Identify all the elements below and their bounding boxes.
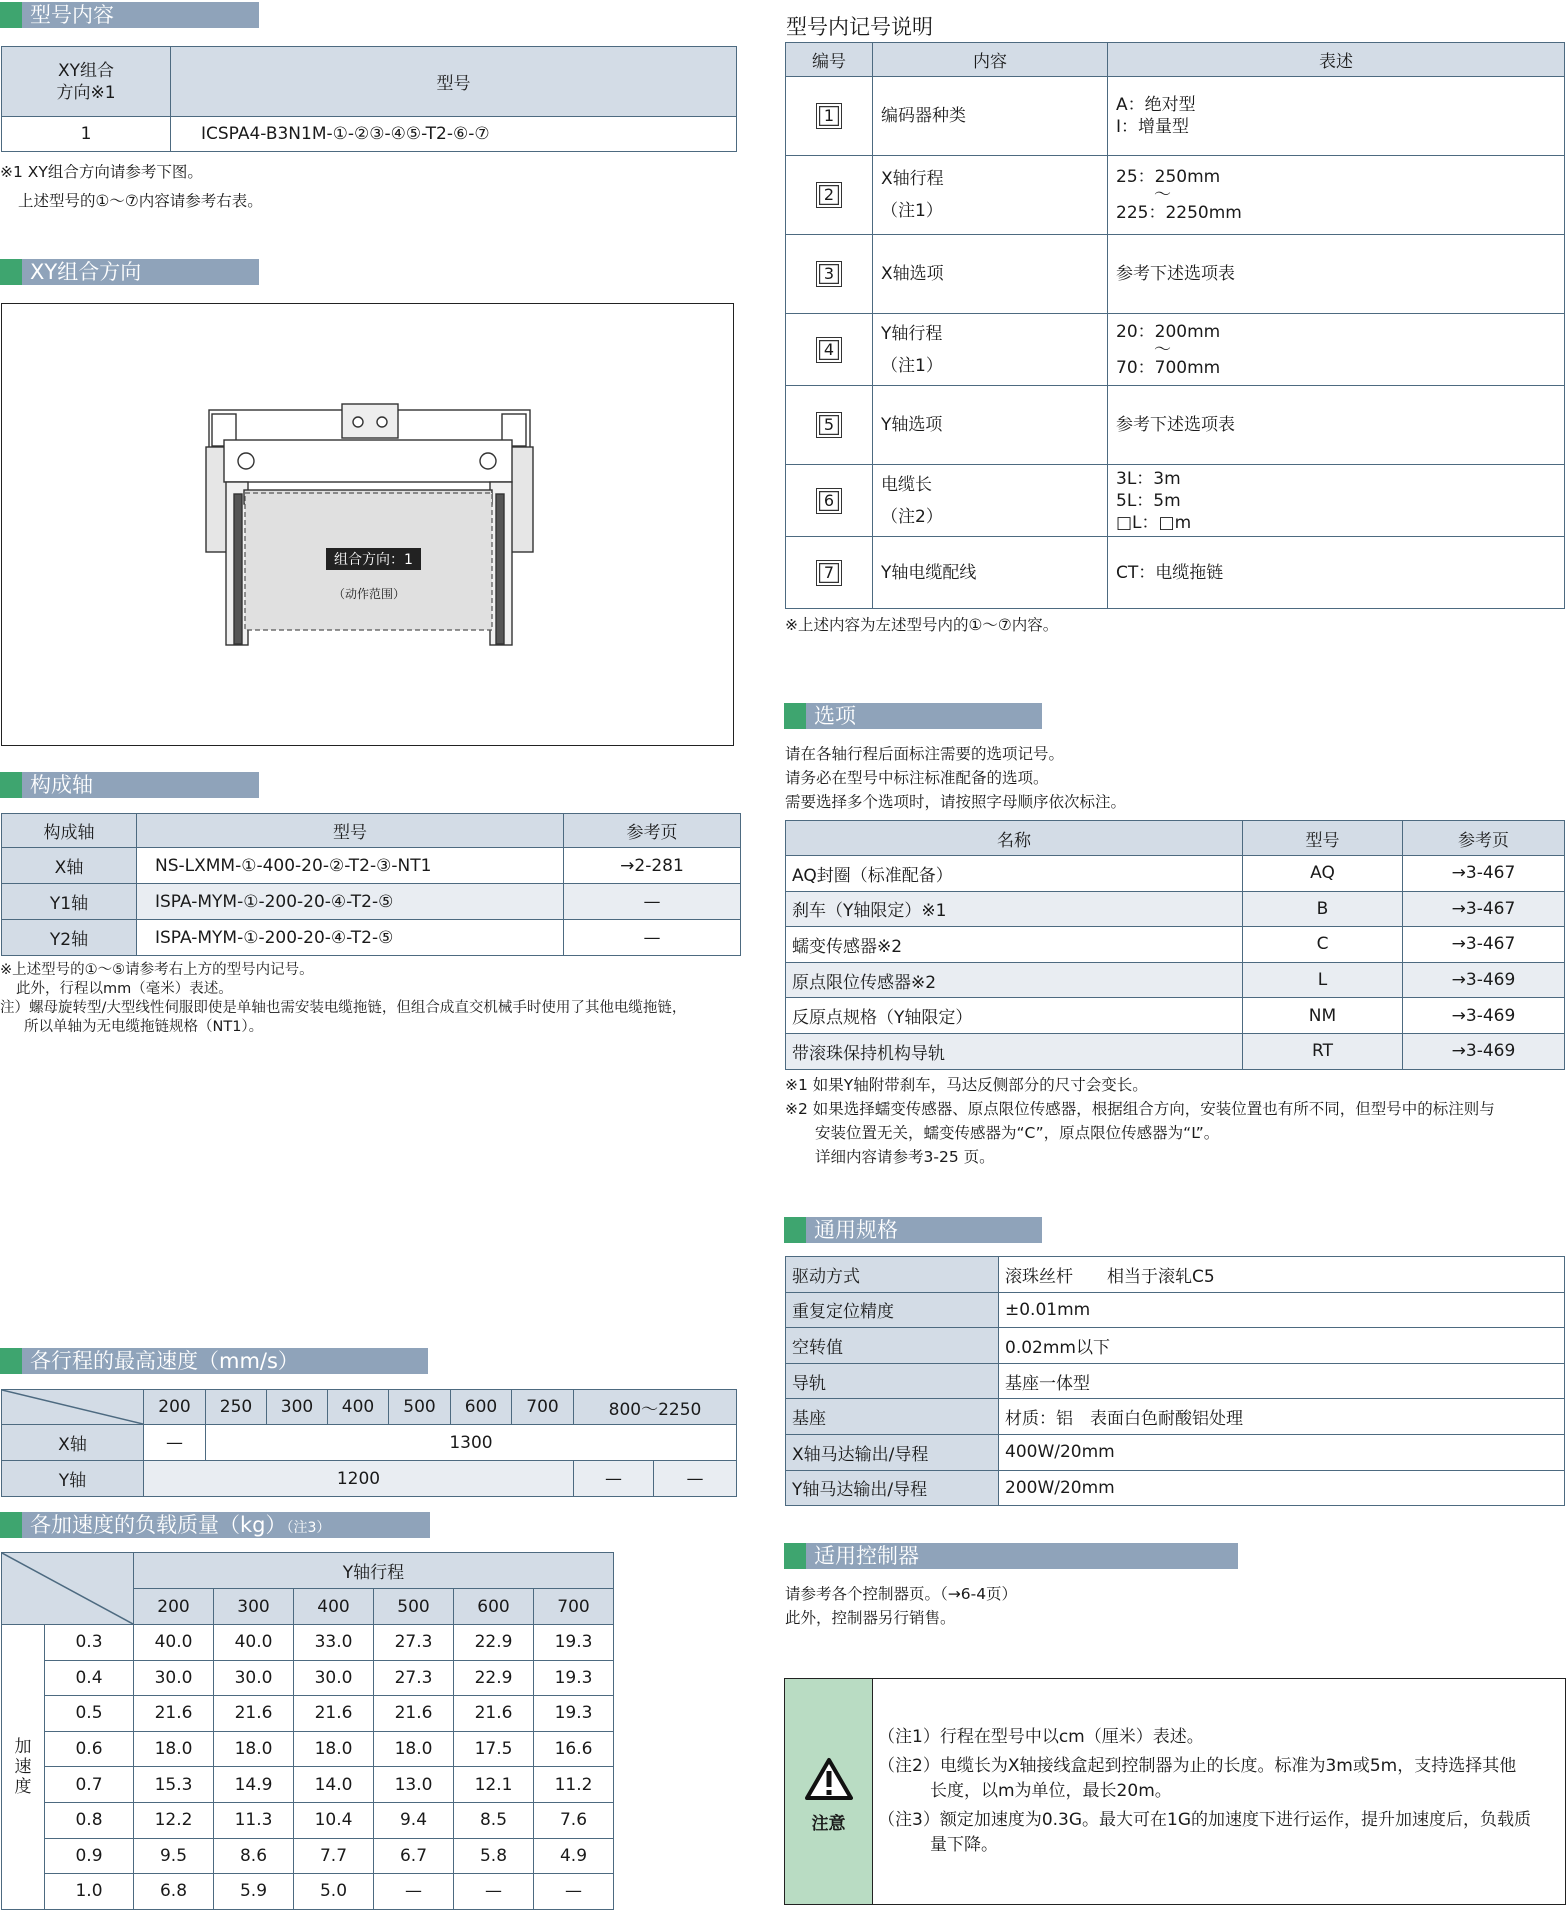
load-cell: 18.0	[294, 1731, 374, 1767]
section-header-load: 各加速度的负载质量（kg）（注3）	[0, 1512, 430, 1538]
option-model: B	[1243, 891, 1403, 927]
option-page: →3-469	[1403, 962, 1565, 998]
option-model: RT	[1243, 1033, 1403, 1069]
option-page: →3-469	[1403, 998, 1565, 1034]
spec-value: 0.02mm以下	[999, 1328, 1565, 1364]
speed-cell: —	[144, 1425, 206, 1461]
load-cell: 27.3	[374, 1660, 454, 1696]
speed-cell: 1300	[206, 1425, 737, 1461]
symbol-desc: 参考下述选项表	[1108, 386, 1565, 465]
load-cell: 21.6	[374, 1696, 454, 1732]
axes-row-model: ISPA-MYM-①-200-20-④-T2-⑤	[137, 920, 564, 956]
speed-row-label: X轴	[2, 1425, 144, 1461]
section-header-axes: 构成轴	[0, 772, 259, 798]
options-table	[785, 820, 1565, 1070]
load-cell: 30.0	[294, 1660, 374, 1696]
symbol-content: 电缆长 （注2）	[873, 465, 1108, 537]
axes-row-page: —	[564, 884, 741, 920]
symbol-desc: 20：200mm ～ 70：700mm	[1108, 314, 1565, 386]
speed-header: 250	[206, 1390, 267, 1425]
symbol-number-box: 7	[816, 560, 842, 586]
load-stroke: 500	[374, 1589, 454, 1625]
load-stroke-header: Y轴行程	[134, 1553, 614, 1589]
axes-row-axis: Y2轴	[2, 920, 137, 956]
accel-label: 加 速 度	[2, 1625, 45, 1910]
load-stroke: 200	[134, 1589, 214, 1625]
motion-range-label: （动作范围）	[333, 587, 406, 601]
load-cell: 13.0	[374, 1767, 454, 1803]
axes-table	[1, 813, 741, 956]
xy-diagram-box	[1, 303, 734, 746]
options-header-model: 型号	[1243, 821, 1403, 856]
option-model: AQ	[1243, 856, 1403, 892]
symbol-number-box: 1	[816, 103, 842, 129]
speed-cell: —	[574, 1461, 654, 1497]
spec-key: 基座	[786, 1399, 999, 1435]
load-table	[1, 1552, 614, 1910]
symbol-number-box: 4	[816, 337, 842, 363]
section-header-speed: 各行程的最高速度（mm/s）	[0, 1348, 428, 1374]
symbol-number	[786, 156, 873, 235]
symbol-number	[786, 77, 873, 156]
spec-value: 滚珠丝杆 相当于滚轧C5	[999, 1257, 1565, 1293]
accel-value: 0.9	[45, 1838, 134, 1874]
speed-corner	[2, 1390, 144, 1425]
symbol-desc: 25：250mm ～ 225：2250mm	[1108, 156, 1565, 235]
symbol-content: Y轴行程 （注1）	[873, 314, 1108, 386]
load-cell: 16.6	[534, 1731, 614, 1767]
load-cell: 21.6	[214, 1696, 294, 1732]
xy-machine-drawing	[2, 304, 733, 745]
load-stroke: 600	[454, 1589, 534, 1625]
model-table	[1, 46, 737, 152]
load-cell: 7.6	[534, 1802, 614, 1838]
cell-model: ICSPA4-B3N1M-①-②③-④⑤-T2-⑥-⑦	[171, 117, 737, 152]
load-cell: 19.3	[534, 1696, 614, 1732]
load-cell: 17.5	[454, 1731, 534, 1767]
option-name: 带滚珠保持机构导轨	[786, 1033, 1243, 1069]
load-stroke: 300	[214, 1589, 294, 1625]
load-cell: 40.0	[214, 1625, 294, 1661]
load-cell: 12.2	[134, 1802, 214, 1838]
symbols-header-content: 内容	[873, 43, 1108, 77]
speed-header: 800～2250	[574, 1390, 737, 1425]
direction-label: 组合方向：1	[326, 548, 421, 570]
load-cell: 5.9	[214, 1874, 294, 1910]
spec-key: X轴马达输出/导程	[786, 1434, 999, 1470]
symbol-content: 编码器种类	[873, 77, 1108, 156]
load-cell: 9.5	[134, 1838, 214, 1874]
option-name: 蠕变传感器※2	[786, 927, 1243, 963]
symbol-number	[786, 537, 873, 609]
caution-label: 注意	[811, 1814, 846, 1834]
spec-value: 材质：铝 表面白色耐酸铝处理	[999, 1399, 1565, 1435]
symbol-desc: CT：电缆拖链	[1108, 537, 1565, 609]
load-cell: 6.7	[374, 1838, 454, 1874]
caution-box	[784, 1678, 1566, 1905]
accel-value: 0.7	[45, 1767, 134, 1803]
speed-table	[1, 1389, 737, 1497]
symbols-table	[785, 42, 1565, 609]
symbols-header-no: 编号	[786, 43, 873, 77]
option-page: →3-467	[1403, 891, 1565, 927]
spec-value: 200W/20mm	[999, 1470, 1565, 1506]
load-cell: 27.3	[374, 1625, 454, 1661]
load-cell: 7.7	[294, 1838, 374, 1874]
load-cell: 11.3	[214, 1802, 294, 1838]
option-model: L	[1243, 962, 1403, 998]
load-cell: 33.0	[294, 1625, 374, 1661]
load-cell: —	[454, 1874, 534, 1910]
spec-key: 导轨	[786, 1363, 999, 1399]
option-name: 原点限位传感器※2	[786, 962, 1243, 998]
load-cell: 21.6	[294, 1696, 374, 1732]
symbol-content: X轴选项	[873, 235, 1108, 314]
symbols-note: ※上述内容为左述型号内的①～⑦内容。	[785, 616, 1059, 634]
axes-row-page: —	[564, 920, 741, 956]
speed-header: 600	[451, 1390, 512, 1425]
load-cell: 19.3	[534, 1625, 614, 1661]
symbol-number-box: 3	[816, 261, 842, 287]
load-cell: 18.0	[214, 1731, 294, 1767]
symbol-number	[786, 465, 873, 537]
header-direction: XY组合 方向※1	[2, 47, 171, 117]
symbol-number-box: 2	[816, 182, 842, 208]
accel-value: 0.3	[45, 1625, 134, 1661]
options-intro: 请在各轴行程后面标注需要的选项记号。 请务必在型号中标注标准配备的选项。 需要选择多个选项时，请按照字母顺序依次标注。	[785, 745, 1127, 811]
option-model: NM	[1243, 998, 1403, 1034]
load-cell: 9.4	[374, 1802, 454, 1838]
load-cell: 14.0	[294, 1767, 374, 1803]
symbol-desc: A：绝对型 I：增量型	[1108, 77, 1565, 156]
load-cell: 5.8	[454, 1838, 534, 1874]
symbol-number	[786, 235, 873, 314]
spec-value: ±0.01mm	[999, 1292, 1565, 1328]
option-page: →3-469	[1403, 1033, 1565, 1069]
load-cell: 8.5	[454, 1802, 534, 1838]
speed-header: 400	[328, 1390, 389, 1425]
speed-header: 500	[389, 1390, 451, 1425]
load-cell: 15.3	[134, 1767, 214, 1803]
speed-header: 200	[144, 1390, 206, 1425]
spec-key: 空转值	[786, 1328, 999, 1364]
load-cell: 21.6	[134, 1696, 214, 1732]
spec-value: 基座一体型	[999, 1363, 1565, 1399]
symbol-number-box: 6	[816, 488, 842, 514]
symbol-content: Y轴选项	[873, 386, 1108, 465]
symbol-desc: 3L：3m 5L：5m □L：□m	[1108, 465, 1565, 537]
symbol-content: Y轴电缆配线	[873, 537, 1108, 609]
axes-notes: ※上述型号的①～⑤请参考右上方的型号内记号。 此外，行程以mm（毫米）表述。 注）螺母旋转型/大型线性伺服即使是单轴也需安装电缆拖链，但组合成直交机械手时使用了其他电缆拖链， 所以单轴为无电缆拖链规格（NT1）。	[0, 962, 687, 1035]
load-cell: 11.2	[534, 1767, 614, 1803]
load-cell: 22.9	[454, 1625, 534, 1661]
option-model: C	[1243, 927, 1403, 963]
symbol-number	[786, 386, 873, 465]
option-page: →3-467	[1403, 856, 1565, 892]
load-cell: 14.9	[214, 1767, 294, 1803]
load-cell: 30.0	[134, 1660, 214, 1696]
axes-header-model: 型号	[137, 814, 564, 848]
load-cell: —	[534, 1874, 614, 1910]
load-cell: —	[374, 1874, 454, 1910]
spec-table	[785, 1256, 1565, 1506]
controller-notes: 请参考各个控制器页。（→6-4页） 此外，控制器另行销售。	[785, 1585, 1018, 1627]
load-cell: 8.6	[214, 1838, 294, 1874]
axes-row-axis: Y1轴	[2, 884, 137, 920]
warning-icon	[805, 1757, 853, 1801]
accel-value: 0.8	[45, 1802, 134, 1838]
symbol-number	[786, 314, 873, 386]
load-cell: 22.9	[454, 1660, 534, 1696]
axes-row-model: ISPA-MYM-①-200-20-④-T2-⑤	[137, 884, 564, 920]
load-cell: 12.1	[454, 1767, 534, 1803]
load-stroke: 400	[294, 1589, 374, 1625]
load-cell: 30.0	[214, 1660, 294, 1696]
options-header-name: 名称	[786, 821, 1243, 856]
option-name: 刹车（Y轴限定）※1	[786, 891, 1243, 927]
option-page: →3-467	[1403, 927, 1565, 963]
load-stroke: 700	[534, 1589, 614, 1625]
speed-header: 700	[512, 1390, 574, 1425]
spec-key: 重复定位精度	[786, 1292, 999, 1328]
axes-header-axis: 构成轴	[2, 814, 137, 848]
load-cell: 21.6	[454, 1696, 534, 1732]
accel-value: 0.5	[45, 1696, 134, 1732]
caution-text: （注1）行程在型号中以cm（厘米）表述。 （注2）电缆长为X轴接线盒起到控制器为止的长度。标准为3m或5m，支持选择其他 长度，以m为单位，最长20m。 （注3）额定加速度为0.3G。最大可在1G的加速度下进行运作，提升加速度后，负载质 量下降。	[878, 1727, 1532, 1855]
axes-row-page: →2-281	[564, 848, 741, 884]
load-cell: 5.0	[294, 1874, 374, 1910]
cell-direction: 1	[2, 117, 171, 152]
spec-key: Y轴马达输出/导程	[786, 1470, 999, 1506]
section-header-options: 选项	[784, 703, 1042, 729]
model-notes: ※1 XY组合方向请参考下图。 上述型号的①～⑦内容请参考右表。	[0, 163, 263, 210]
accel-value: 1.0	[45, 1874, 134, 1910]
speed-cell: —	[654, 1461, 737, 1497]
options-header-page: 参考页	[1403, 821, 1565, 856]
axes-header-page: 参考页	[564, 814, 741, 848]
speed-row-label: Y轴	[2, 1461, 144, 1497]
symbols-header-desc: 表述	[1108, 43, 1565, 77]
section-header-xy: XY组合方向	[0, 259, 259, 285]
load-cell: 10.4	[294, 1802, 374, 1838]
options-notes: ※1 如果Y轴附带刹车，马达反侧部分的尺寸会变长。 ※2 如果选择蠕变传感器、原点限位传感器，根据组合方向，安装位置也有所不同，但型号中的标注则与 安装位置无关，蠕变传感器为“C”，原点限位传感器为“L”。 详细内容请参考3-25 页。	[785, 1076, 1495, 1166]
axes-row-axis: X轴	[2, 848, 137, 884]
header-model: 型号	[171, 47, 737, 117]
caution-side	[785, 1679, 873, 1904]
option-name: 反原点规格（Y轴限定）	[786, 998, 1243, 1034]
accel-value: 0.6	[45, 1731, 134, 1767]
speed-header: 300	[267, 1390, 328, 1425]
speed-cell: 1200	[144, 1461, 574, 1497]
spec-key: 驱动方式	[786, 1257, 999, 1293]
accel-value: 0.4	[45, 1660, 134, 1696]
load-corner	[2, 1553, 134, 1625]
load-cell: 40.0	[134, 1625, 214, 1661]
spec-value: 400W/20mm	[999, 1434, 1565, 1470]
section-header-model: 型号内容	[0, 2, 259, 28]
load-cell: 4.9	[534, 1838, 614, 1874]
section-header-spec: 通用规格	[784, 1217, 1042, 1243]
symbol-number-box: 5	[816, 412, 842, 438]
load-cell: 6.8	[134, 1874, 214, 1910]
symbol-content: X轴行程 （注1）	[873, 156, 1108, 235]
load-cell: 18.0	[134, 1731, 214, 1767]
symbols-title: 型号内记号说明	[786, 15, 933, 39]
load-cell: 19.3	[534, 1660, 614, 1696]
load-cell: 18.0	[374, 1731, 454, 1767]
axes-row-model: NS-LXMM-①-400-20-②-T2-③-NT1	[137, 848, 564, 884]
symbol-desc: 参考下述选项表	[1108, 235, 1565, 314]
section-header-controller: 适用控制器	[784, 1543, 1238, 1569]
option-name: AQ封圈（标准配备）	[786, 856, 1243, 892]
